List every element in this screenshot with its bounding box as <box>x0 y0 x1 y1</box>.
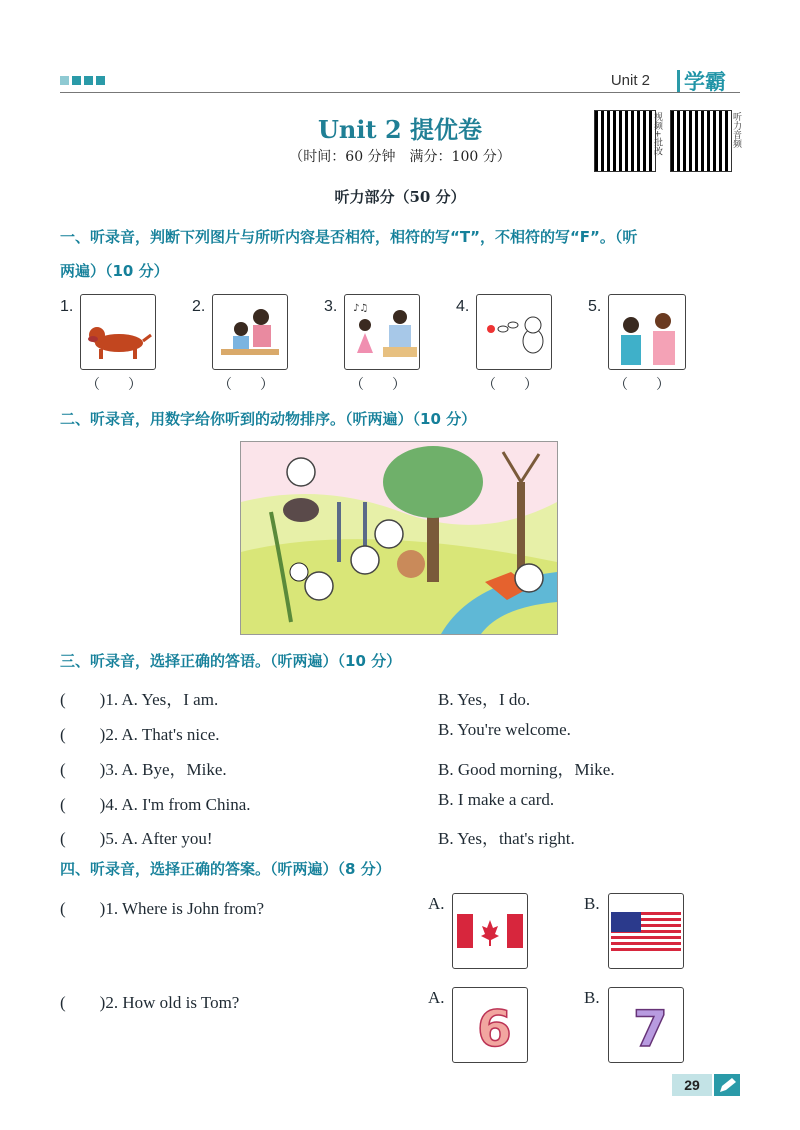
header-rule <box>60 92 740 93</box>
p3-question-4: ( )4. A. I'm from China. <box>60 795 251 814</box>
p3-option-b-5: B. Yes，that's right. <box>438 829 575 848</box>
p1-num-5: 5. <box>588 298 602 315</box>
qr-code-video[interactable] <box>594 110 656 172</box>
page-title: Unit 2 提优卷 <box>318 115 482 144</box>
p4-question-1: ( )1. Where is John from? <box>60 899 265 918</box>
p1-picture-homework <box>212 294 288 370</box>
p3-option-b-3: B. Good morning，Mike. <box>438 760 615 779</box>
p1-num-2: 2. <box>192 298 206 315</box>
header-unit: Unit 2 <box>610 72 650 89</box>
qr-label-video: 视频+批改 <box>652 112 662 156</box>
p1-picture-dog <box>80 294 156 370</box>
page-number: 29 <box>672 1074 712 1096</box>
p1-blank-1[interactable]: （ ） <box>86 377 142 393</box>
p1-blank-2[interactable]: （ ） <box>218 377 274 393</box>
p4-q1-option-a-label: A. <box>428 894 445 913</box>
digit-seven-glyph: 7 <box>633 1000 668 1058</box>
p4-q1-option-b-label: B. <box>584 894 600 913</box>
p3-question-5: ( )5. A. After you! <box>60 829 213 848</box>
p4-q2-option-b-label: B. <box>584 988 600 1007</box>
p4-q2-option-a-label: A. <box>428 988 445 1007</box>
p3-question-2: ( )2. A. That's nice. <box>60 725 220 744</box>
p1-num-1: 1. <box>60 298 74 315</box>
brand-logo: 学霸 <box>684 70 726 94</box>
svg-text:♪♫: ♪♫ <box>353 303 369 314</box>
usa-flag-option[interactable] <box>608 893 684 969</box>
part1-heading-cont: 两遍）（10 分） <box>60 262 169 280</box>
p1-blank-4[interactable]: （ ） <box>482 377 538 393</box>
p3-option-b-1: B. Yes，I do. <box>438 690 531 709</box>
digit-six-glyph: 6 <box>477 1000 512 1058</box>
part2-heading: 二、听录音，用数字给你听到的动物排序。（听两遍）（10 分） <box>60 410 477 428</box>
park-illustration <box>240 441 558 635</box>
p3-option-b-2: B. You're welcome. <box>438 720 571 739</box>
section-heading: 听力部分（50 分） <box>334 188 466 206</box>
number-seven-option[interactable] <box>608 987 684 1063</box>
header-divider <box>677 70 680 92</box>
qr-label-audio: 听力音频 <box>731 112 741 148</box>
p3-question-1: ( )1. A. Yes，I am. <box>60 690 219 709</box>
header-decoration <box>60 76 105 85</box>
p3-option-b-4: B. I make a card. <box>438 790 555 809</box>
p1-picture-dancing <box>344 294 420 370</box>
p1-blank-3[interactable]: （ ） <box>350 377 406 393</box>
p1-blank-5[interactable]: （ ） <box>614 377 670 393</box>
p3-question-3: ( )3. A. Bye，Mike. <box>60 760 227 779</box>
page-subtitle: （时间：60 分钟 满分：100 分） <box>289 149 511 165</box>
p1-num-3: 3. <box>324 298 338 315</box>
canada-flag-option[interactable] <box>452 893 528 969</box>
pencil-icon <box>714 1074 740 1096</box>
p4-question-2: ( )2. How old is Tom? <box>60 993 240 1012</box>
part3-heading: 三、听录音，选择正确的答语。（听两遍）（10 分） <box>60 652 402 670</box>
p1-picture-cat <box>476 294 552 370</box>
number-six-option[interactable] <box>452 987 528 1063</box>
p1-picture-talking <box>608 294 686 370</box>
part4-heading: 四、听录音，选择正确的答案。（听两遍）（8 分） <box>60 860 391 878</box>
p1-num-4: 4. <box>456 298 470 315</box>
part1-heading: 一、听录音，判断下列图片与所听内容是否相符，相符的写“T”，不相符的写“F”。（听 <box>60 228 638 246</box>
qr-code-audio[interactable] <box>670 110 732 172</box>
